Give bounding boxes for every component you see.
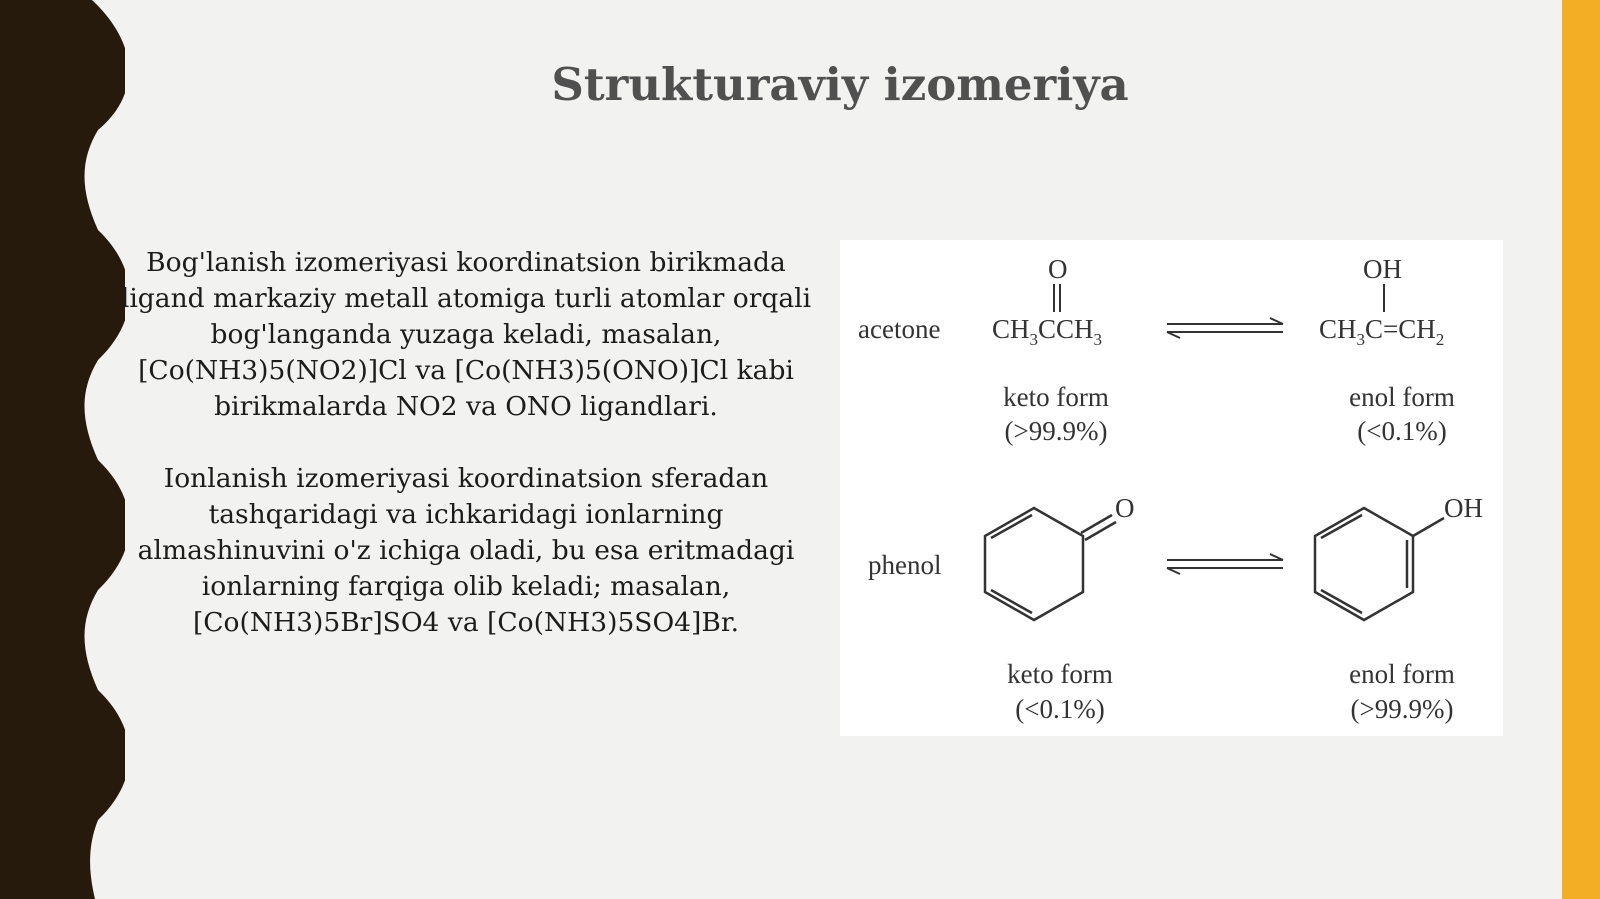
- phenol-enol-oh: OH: [1444, 493, 1483, 523]
- phenol-enol-name: enol form: [1349, 659, 1455, 689]
- cyclohexadienone-ring: [985, 508, 1116, 620]
- phenol-keto-percent: (<0.1%): [1015, 694, 1105, 724]
- acetone-enol-percent: (<0.1%): [1357, 416, 1447, 446]
- phenol-keto-oxygen: O: [1115, 493, 1135, 523]
- acetone-keto-name: keto form: [1003, 382, 1109, 412]
- acetone-enol-oh: OH: [1363, 254, 1402, 284]
- acetone-enol-formula: $CH_3C=CH_2$: [1319, 314, 1445, 349]
- accent-bar: [1562, 0, 1600, 899]
- equilibrium-arrow: [1167, 318, 1283, 338]
- acetone-keto-oxygen: O: [1048, 254, 1068, 284]
- phenol-enol-percent: (>99.9%): [1350, 694, 1454, 724]
- acetone-keto-percent: (>99.9%): [1004, 416, 1108, 446]
- decorative-wave-band: [0, 0, 125, 899]
- acetone-enol-name: enol form: [1349, 382, 1455, 412]
- acetone-label: acetone: [858, 314, 941, 344]
- keto-enol-tautomerism-figure: [840, 240, 1503, 736]
- acetone-keto-formula: $CH_3CCH_3$: [992, 314, 1103, 349]
- equilibrium-arrow: [1167, 554, 1283, 574]
- phenol-label: phenol: [868, 550, 942, 580]
- phenol-keto-name: keto form: [1007, 659, 1113, 689]
- benzene-ring: [1315, 508, 1444, 620]
- linkage-isomerism-paragraph: Bog'lanish izomeriyasi koordinatsion birikmada ligand markaziy metall atomiga turli atomlar orqali bog'langanda yuzaga keladi, masalan, [Co(NH3)5(NO2)]Cl va [Co(NH3)5(ONO)]Cl kabi birikmalarda NO2 va ONO ligandlari.: [120, 247, 812, 422]
- slide-title: Strukturaviy izomeriya: [551, 58, 1129, 111]
- ionization-isomerism-paragraph: Ionlanish izomeriyasi koordinatsion sferadan tashqaridagi va ichkaridagi ionlarning almashinuvini o'z ichiga oladi, bu esa eritmadagi ionlarning farqiga olib keladi; masalan, [Co(NH3)5Br]SO4 va [Co(NH3)5SO4]Br.: [137, 463, 795, 638]
